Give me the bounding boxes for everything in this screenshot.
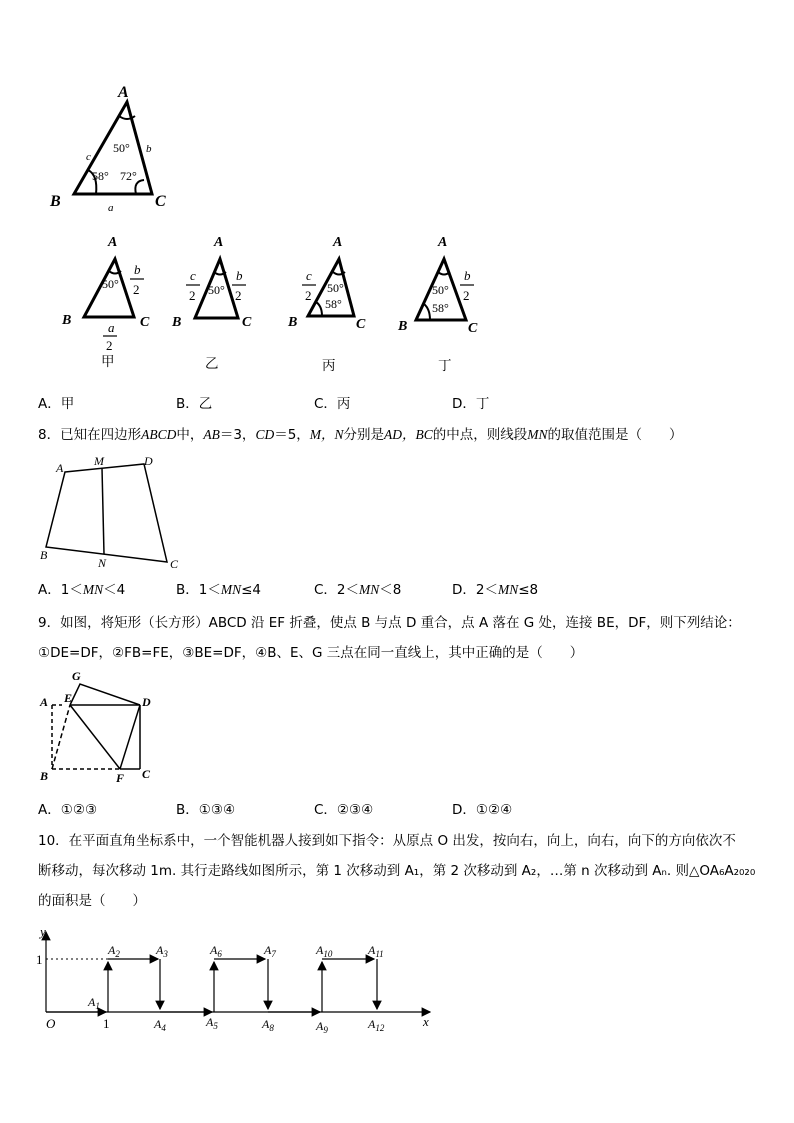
q9-option-a[interactable]: A．①②③: [38, 802, 98, 818]
ding-angle-b: 58°: [432, 301, 449, 315]
vertex-a: A: [118, 84, 129, 101]
q8-label-a: A: [56, 461, 64, 475]
quadrilateral-abcd: [46, 464, 167, 562]
q9-rectangle-fold-figure: [36, 668, 166, 788]
q7-figure-bing: [284, 232, 384, 342]
axis-y-label: y: [40, 924, 46, 939]
x-one-label: 1: [103, 1016, 110, 1031]
segment-fd: [120, 705, 140, 769]
bing-vertex-a: A: [333, 235, 343, 250]
point-a9: $A_9$: [316, 1019, 328, 1035]
point-a1: $A_1$: [88, 995, 100, 1011]
q8-label-b: B: [40, 548, 48, 562]
point-a5: $A_5$: [206, 1015, 218, 1031]
jia-angle: 50°: [102, 277, 119, 291]
point-a2: $A_2$: [108, 943, 120, 959]
bing-vertex-c: C: [356, 317, 366, 332]
angle-arc-bing-a: [333, 272, 345, 275]
jia-vertex-b: B: [62, 313, 72, 328]
angle-arc-a: [119, 116, 135, 119]
q10-question-line2: 断移动，每次移动 1m. 其行走路线如图所示，第 1 次移动到 A₁，第 2 次移动到 A₂，…第 n 次移动到 Aₙ. 则△OA₆A₂₀₂₀: [38, 863, 756, 879]
bing-c-den: 2: [305, 288, 312, 303]
ding-vertex-c: C: [468, 321, 478, 336]
q7-option-b[interactable]: B．乙: [176, 396, 213, 412]
side-b: b: [146, 143, 152, 155]
segment-mn: [102, 468, 104, 554]
jia-a-num: a: [108, 320, 115, 335]
origin-label: O: [46, 1016, 56, 1031]
point-a4: $A_4$: [154, 1017, 166, 1033]
yi-c-den: 2: [189, 288, 196, 303]
q9-label-f: F: [116, 771, 125, 785]
vertex-b: B: [50, 193, 61, 210]
yi-b-den: 2: [235, 288, 242, 303]
bing-angle-b: 58°: [325, 297, 342, 311]
axis-x-label: x: [423, 1014, 429, 1029]
angle-c-value: 72°: [120, 169, 137, 183]
folded-part-egd: [70, 684, 140, 705]
point-a3: $A_3$: [156, 943, 168, 959]
q7-figure-jia: [58, 232, 158, 352]
q10-question-line3: 的面积是（ ）: [38, 893, 146, 909]
angle-arc-ding-b: [424, 304, 430, 320]
side-c: c: [86, 151, 91, 163]
ding-b-den: 2: [463, 288, 470, 303]
jia-vertex-c: C: [140, 315, 150, 330]
q8-option-b[interactable]: B．1＜MN≤4: [176, 582, 262, 598]
q8-label-d: D: [144, 454, 153, 468]
q7-option-a[interactable]: A．甲: [38, 396, 75, 412]
q9-option-b[interactable]: B．①③④: [176, 802, 236, 818]
ding-b-num: b: [464, 268, 471, 283]
angle-arc-jia: [109, 271, 121, 274]
q8-option-d[interactable]: D．2＜MN≤8: [452, 582, 539, 598]
ding-vertex-b: B: [398, 319, 408, 334]
segment-ef: [70, 705, 120, 769]
yi-b-num: b: [236, 268, 243, 283]
q9-label-d: D: [142, 695, 151, 709]
ding-angle-a: 50°: [432, 283, 449, 297]
angle-arc-yi: [214, 272, 226, 275]
point-a10: $A_{10}$: [316, 943, 333, 959]
side-a: a: [108, 202, 114, 214]
q9-label-b: B: [40, 769, 49, 783]
point-a11: $A_{11}$: [368, 943, 384, 959]
angle-b-value: 58°: [92, 169, 109, 183]
angle-arc-bing-b: [316, 302, 322, 316]
jia-a-den: 2: [106, 338, 113, 352]
q9-question-line2: ①DE=DF，②FB=FE，③BE=DF，④B、E、G 三点在同一直线上，其中正确的是（ ）: [38, 645, 584, 661]
q9-label-a: A: [40, 695, 49, 709]
bing-vertex-b: B: [288, 315, 298, 330]
caption-bing: 丙: [322, 358, 336, 374]
q8-option-a[interactable]: A．1＜MN＜4: [38, 582, 126, 598]
q7-figure-ding: [394, 232, 494, 342]
y-one-label: 1: [36, 952, 43, 967]
bing-angle-a: 50°: [327, 281, 344, 295]
yi-angle: 50°: [208, 283, 225, 297]
q7-option-c[interactable]: C．丙: [314, 396, 351, 412]
ding-vertex-a: A: [438, 235, 448, 250]
q8-option-c[interactable]: C．2＜MN＜8: [314, 582, 402, 598]
q9-option-c[interactable]: C．②③④: [314, 802, 374, 818]
q9-label-g: G: [72, 669, 81, 683]
yi-vertex-b: B: [172, 315, 182, 330]
q7-option-d[interactable]: D．丁: [452, 396, 490, 412]
yi-vertex-a: A: [214, 235, 224, 250]
q8-label-m: M: [94, 454, 104, 468]
jia-vertex-a: A: [108, 235, 118, 250]
yi-vertex-c: C: [242, 315, 252, 330]
jia-b-num: b: [134, 262, 141, 277]
yi-c-num: c: [190, 268, 196, 283]
angle-arc-ding-a: [438, 272, 450, 275]
caption-jia: 甲: [101, 354, 115, 370]
angle-a-value: 50°: [113, 141, 130, 155]
point-a8: $A_8$: [262, 1017, 274, 1033]
q8-label-c: C: [170, 557, 179, 571]
point-a6: $A_6$: [210, 943, 222, 959]
point-a12: $A_{12}$: [368, 1017, 385, 1033]
q9-label-c: C: [142, 767, 151, 781]
q10-robot-path-figure: [30, 922, 450, 1042]
q9-question-line1: 9．如图，将矩形（长方形）ABCD 沿 EF 折叠，使点 B 与点 D 重合，点 A 落在 G 处，连接 BE，DF，则下列结论：: [38, 615, 741, 631]
bing-c-num: c: [306, 268, 312, 283]
q8-question-text: 8．已知在四边形ABCD中，AB＝3，CD＝5，M，N分别是AD，BC的中点，则线段MN的取值范围是（ ）: [38, 427, 683, 443]
q8-quadrilateral-figure: [36, 452, 196, 576]
q8-label-n: N: [98, 556, 107, 570]
caption-yi: 乙: [205, 356, 219, 372]
q9-option-d[interactable]: D．①②④: [452, 802, 513, 818]
vertex-c: C: [155, 193, 166, 210]
q10-question-line1: 10．在平面直角坐标系中，一个智能机器人接到如下指令：从原点 O 出发，按向右，向上，向右，向下的方向依次不: [38, 833, 736, 849]
q7-figure-yi: [168, 232, 268, 342]
caption-ding: 丁: [438, 358, 452, 374]
jia-b-den: 2: [133, 282, 140, 297]
q7-main-triangle-figure: [40, 80, 190, 220]
point-a7: $A_7$: [264, 943, 276, 959]
q9-label-e: E: [64, 691, 73, 705]
